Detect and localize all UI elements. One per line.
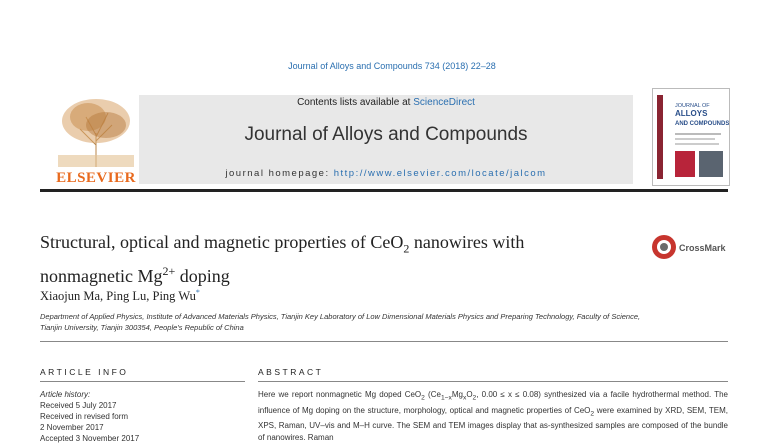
elsevier-tree-icon: [40, 95, 152, 169]
affiliation-rule: [40, 341, 728, 342]
cover-title-line3: AND COMPOUNDS: [675, 121, 729, 127]
authors-text[interactable]: Xiaojun Ma, Ping Lu, Ping Wu: [40, 289, 196, 304]
history-line: Accepted 3 November 2017: [40, 434, 140, 443]
homepage-label: journal homepage:: [225, 168, 334, 179]
header-rule: [40, 189, 728, 192]
crossmark-label: CrossMark: [679, 243, 726, 253]
crossmark-icon: [651, 234, 735, 260]
publisher-name: ELSEVIER: [56, 170, 136, 186]
history-line: 2 November 2017: [40, 423, 104, 432]
homepage-link[interactable]: http://www.elsevier.com/locate/jalcom: [333, 168, 547, 179]
history-line: Received 5 July 2017: [40, 401, 117, 410]
affiliation: Department of Applied Physics, Institute of Advanced Materials Physics, Tianjin Key Laboratory of Low Dimensional Materials Physics and Preparing Technology, Faculty of Science, Tianjin University, Tianjin 300354, People's Republic of China: [40, 312, 641, 332]
journal-title: Journal of Alloys and Compounds: [244, 124, 528, 145]
author-list: [40, 288, 200, 304]
abstract-rule: [258, 381, 728, 382]
cover-title-line2: ALLOYS: [675, 109, 708, 118]
article-title-line2: nonmagnetic $Mg^{2+}$ doping: [40, 263, 230, 286]
article-info-heading: ARTICLE INFO: [40, 367, 129, 377]
history-label: Article history:: [40, 390, 91, 399]
article-history: [40, 389, 139, 444]
crossmark-badge[interactable]: [651, 234, 735, 260]
journal-cover-thumbnail[interactable]: [652, 88, 730, 186]
journal-citation[interactable]: Journal of Alloys and Compounds 734 (2018) 22–28: [288, 61, 496, 71]
history-line: Received in revised form: [40, 412, 129, 421]
cover-art: [653, 89, 729, 185]
contents-line: [139, 97, 633, 108]
corresponding-author-mark[interactable]: *: [195, 288, 200, 297]
cover-title-line1: JOURNAL OF: [675, 103, 710, 109]
article-info-rule: [40, 381, 245, 382]
abstract-heading: ABSTRACT: [258, 367, 324, 377]
sciencedirect-link[interactable]: ScienceDirect: [413, 97, 475, 108]
abstract-text: Here we report nonmagnetic Mg doped CeO$_2$ ($Ce_{1-x}Mg_xO_2$, 0.00 ≤ x ≤ 0.08) synthesized via a facile hydrothermal method. The influence of Mg doping on the structure, morphology, optical and magnetic properties of CeO$_2$ were examined by XRD, SEM, TEM, XPS, Raman, UV–vis and M–H curve. The SEM and TEM images display that as-synthesized samples are composed of the bundle of nanowires. Raman: [258, 390, 729, 443]
journal-homepage: [139, 168, 633, 179]
article-title: [40, 231, 620, 287]
article-title-line1: Structural, optical and magnetic properties of CeO$_2$ nanowires with: [40, 232, 525, 256]
contents-prefix: Contents lists available at: [297, 97, 414, 108]
